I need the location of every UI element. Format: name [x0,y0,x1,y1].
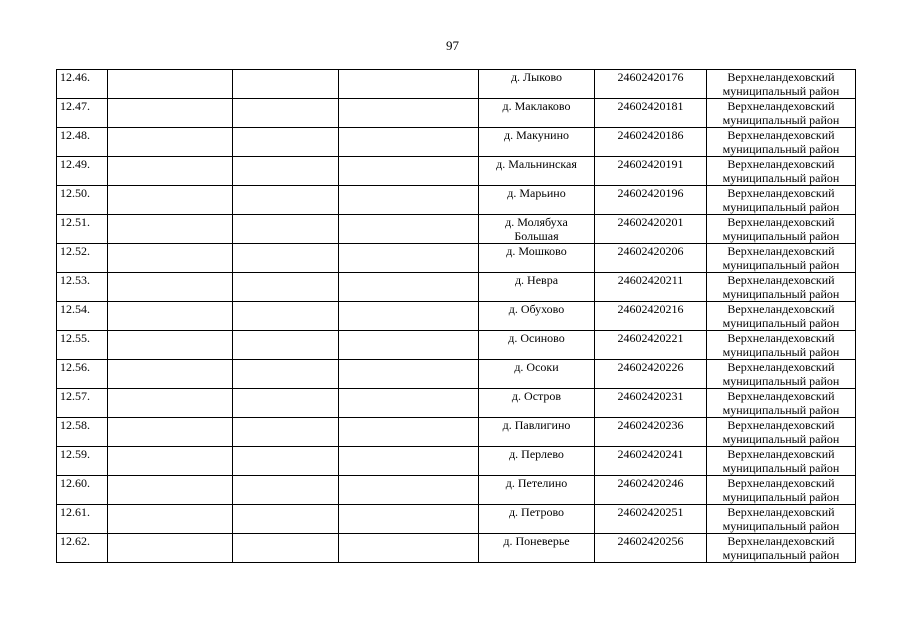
settlement-name-cell: д. Маклаково [479,99,595,128]
district-cell: Верхнеландеховский муниципальный район [707,273,856,302]
empty-cell [339,331,479,360]
oktmo-code-cell: 24602420236 [595,418,707,447]
empty-cell [339,70,479,99]
settlement-name-cell: д. Осоки [479,360,595,389]
settlement-name-cell: д. Павлигино [479,418,595,447]
district-cell: Верхнеландеховский муниципальный район [707,128,856,157]
oktmo-code-cell: 24602420221 [595,331,707,360]
settlement-name-cell: д. Невра [479,273,595,302]
table-row [57,534,856,563]
row-number-cell: 12.62. [57,534,108,563]
oktmo-code-cell: 24602420231 [595,389,707,418]
empty-cell [233,418,339,447]
oktmo-code-cell: 24602420241 [595,447,707,476]
empty-cell [233,157,339,186]
empty-cell [233,186,339,215]
empty-cell [233,447,339,476]
empty-cell [108,99,233,128]
district-cell: Верхнеландеховский муниципальный район [707,476,856,505]
empty-cell [233,505,339,534]
settlement-name-cell: д. Мошково [479,244,595,273]
empty-cell [339,215,479,244]
table-row [57,302,856,331]
table-row [57,418,856,447]
empty-cell [339,360,479,389]
empty-cell [339,389,479,418]
empty-cell [108,476,233,505]
empty-cell [233,302,339,331]
district-cell: Верхнеландеховский муниципальный район [707,99,856,128]
empty-cell [233,389,339,418]
empty-cell [233,476,339,505]
district-cell: Верхнеландеховский муниципальный район [707,360,856,389]
table-row [57,447,856,476]
row-number-cell: 12.58. [57,418,108,447]
row-number-cell: 12.55. [57,331,108,360]
empty-cell [339,476,479,505]
empty-cell [108,273,233,302]
settlement-name-cell: д. Макунино [479,128,595,157]
oktmo-code-cell: 24602420256 [595,534,707,563]
table-row [57,505,856,534]
oktmo-code-cell: 24602420246 [595,476,707,505]
empty-cell [108,418,233,447]
page-number: 97 [446,38,459,53]
row-number-cell: 12.52. [57,244,108,273]
table-row [57,273,856,302]
row-number-cell: 12.53. [57,273,108,302]
table-row [57,215,856,244]
settlement-name-cell: д. Перлево [479,447,595,476]
oktmo-code-cell: 24602420201 [595,215,707,244]
empty-cell [108,534,233,563]
empty-cell [233,360,339,389]
empty-cell [108,244,233,273]
row-number-cell: 12.51. [57,215,108,244]
empty-cell [108,389,233,418]
empty-cell [339,99,479,128]
empty-cell [339,447,479,476]
district-cell: Верхнеландеховский муниципальный район [707,215,856,244]
empty-cell [339,534,479,563]
district-cell: Верхнеландеховский муниципальный район [707,244,856,273]
empty-cell [108,331,233,360]
settlement-name-cell: д. Обухово [479,302,595,331]
oktmo-code-cell: 24602420211 [595,273,707,302]
settlements-table [56,69,856,563]
empty-cell [108,360,233,389]
district-cell: Верхнеландеховский муниципальный район [707,70,856,99]
empty-cell [339,273,479,302]
empty-cell [233,215,339,244]
row-number-cell: 12.59. [57,447,108,476]
table-row [57,70,856,99]
table-row [57,186,856,215]
table-row [57,389,856,418]
empty-cell [339,302,479,331]
settlement-name-cell: д. Лыково [479,70,595,99]
empty-cell [339,244,479,273]
empty-cell [339,505,479,534]
table-row [57,128,856,157]
row-number-cell: 12.49. [57,157,108,186]
empty-cell [233,128,339,157]
empty-cell [233,534,339,563]
oktmo-code-cell: 24602420196 [595,186,707,215]
oktmo-code-cell: 24602420191 [595,157,707,186]
oktmo-code-cell: 24602420181 [595,99,707,128]
oktmo-code-cell: 24602420216 [595,302,707,331]
oktmo-code-cell: 24602420206 [595,244,707,273]
settlement-name-cell: д. Петрово [479,505,595,534]
oktmo-code-cell: 24602420251 [595,505,707,534]
district-cell: Верхнеландеховский муниципальный район [707,418,856,447]
table-row [57,157,856,186]
row-number-cell: 12.54. [57,302,108,331]
empty-cell [339,418,479,447]
settlement-name-cell: д. Молябуха Большая [479,215,595,244]
row-number-cell: 12.57. [57,389,108,418]
district-cell: Верхнеландеховский муниципальный район [707,534,856,563]
empty-cell [108,157,233,186]
district-cell: Верхнеландеховский муниципальный район [707,302,856,331]
table-row [57,331,856,360]
empty-cell [339,186,479,215]
settlement-name-cell: д. Марьино [479,186,595,215]
empty-cell [233,273,339,302]
empty-cell [233,331,339,360]
empty-cell [108,186,233,215]
settlement-name-cell: д. Осиново [479,331,595,360]
empty-cell [108,128,233,157]
district-cell: Верхнеландеховский муниципальный район [707,157,856,186]
empty-cell [339,157,479,186]
row-number-cell: 12.47. [57,99,108,128]
empty-cell [108,70,233,99]
empty-cell [108,447,233,476]
district-cell: Верхнеландеховский муниципальный район [707,389,856,418]
row-number-cell: 12.46. [57,70,108,99]
empty-cell [108,505,233,534]
oktmo-code-cell: 24602420176 [595,70,707,99]
district-cell: Верхнеландеховский муниципальный район [707,447,856,476]
row-number-cell: 12.56. [57,360,108,389]
empty-cell [233,244,339,273]
district-cell: Верхнеландеховский муниципальный район [707,505,856,534]
table-row [57,244,856,273]
empty-cell [108,215,233,244]
district-cell: Верхнеландеховский муниципальный район [707,186,856,215]
empty-cell [339,128,479,157]
empty-cell [108,302,233,331]
district-cell: Верхнеландеховский муниципальный район [707,331,856,360]
settlement-name-cell: д. Петелино [479,476,595,505]
row-number-cell: 12.48. [57,128,108,157]
row-number-cell: 12.50. [57,186,108,215]
settlement-name-cell: д. Мальнинская [479,157,595,186]
table-row [57,99,856,128]
table-body [57,70,856,563]
settlement-name-cell: д. Остров [479,389,595,418]
oktmo-code-cell: 24602420226 [595,360,707,389]
table-row [57,360,856,389]
table-row [57,476,856,505]
empty-cell [233,99,339,128]
row-number-cell: 12.61. [57,505,108,534]
empty-cell [233,70,339,99]
row-number-cell: 12.60. [57,476,108,505]
settlement-name-cell: д. Поневерье [479,534,595,563]
oktmo-code-cell: 24602420186 [595,128,707,157]
